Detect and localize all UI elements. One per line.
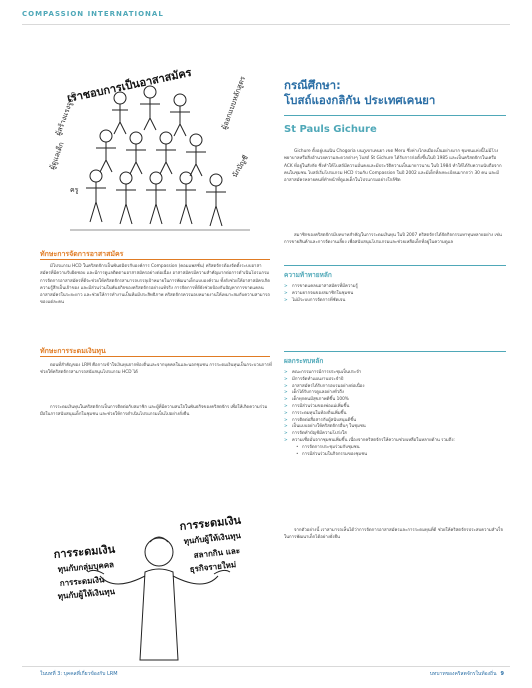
arrow-icon: > [284,431,288,437]
label-curriculum: ผู้ออกแบบหลักสูตร [220,75,247,131]
section-heading-fundraising: ทักษะการระดมเงินทุน [40,347,106,355]
impacts-sublist [284,445,506,459]
bullet-icon: • [296,451,299,457]
impacts-box [284,351,506,458]
bubble-left-line3: การระดมเงิน [59,575,105,588]
bubble-right-line3: สลากกิน และ [193,546,241,560]
arrow-icon: > [284,437,288,443]
section-rule [40,259,270,260]
pyramid-people [70,86,250,230]
footer-section-label: บทบาทของคริสตจักรในท้องถิ่น [429,671,497,677]
arrow-icon: > [284,424,288,430]
impacts-title: ผลกระทบหลัก [284,357,324,365]
bubble-left-line4: ทุนกับผู้ให้เงินทุน [57,587,116,601]
case-study-conclusion: จากตัวอย่างนี้ เราสามารถเห็นได้ว่าการจัดการอาสาสมัครและการระดมทุนที่ดี ช่วยให้คริสตจักรประสบความสำเร็จในการพัฒนาเด็กได้อย่างยั่งยืน [284,528,504,541]
impacts-list [284,370,506,445]
section-rule [40,356,270,357]
arrow-icon: > [284,290,288,296]
arrow-icon: > [284,390,288,396]
arrow-icon: > [284,370,288,375]
case-study-title [284,78,514,108]
list-item: > เด็กได้รับการดูแลอย่างทั่วถึง [284,390,344,396]
case-study-rule [284,115,506,116]
list-item: > ความเชื่อมั่นจากชุมชนเพิ่มขึ้น เนื่องจากคริสตจักรให้ความช่วยเหลือในหลายด้าน รวมถึง: [284,437,455,443]
arrow-icon: > [284,403,288,409]
section-heading-volunteer-management: ทักษะการจัดการอาสาสมัคร [40,250,124,258]
list-item: > ไม่มีระบบการจัดการที่ชัดเจน [284,297,346,303]
footer-rule [22,666,510,667]
illustration-title: เราชอบการเป็นอาสาสมัคร [65,65,193,105]
arrow-icon: > [284,284,288,289]
footer-chapter: ในบทที่ 3: บุคคลที่เกี่ยวข้องกับ LRM [40,671,118,677]
arrow-icon: > [284,383,288,389]
list-item: > เด็กทุกคนมีสุขภาพดีขึ้น 100% [284,397,349,403]
bubble-left-line2: ทุนกับกลุ่มบุคคล [57,560,115,574]
header-brand: COMPASSION INTERNATIONAL [22,10,164,18]
list-item: > การมีส่วนร่วมของพ่อแม่เพิ่มขึ้น [284,403,350,409]
fundraising-cartoon [44,512,274,662]
list-item: > การติดต่อสื่อสารกับผู้สนับสนุนดีขึ้น [284,417,357,423]
footer-section [430,670,504,678]
sub-list-item: • การจัดการประชุมร่วมกับชุมชน [296,444,360,450]
challenges-list [284,284,506,304]
paragraph-fundraising-2: การระดมเงินทุนในคริสตจักรเป็นการติดต่อกับสมาชิก และผู้ที่มีความสนใจในพันธกิจของคริสตจักร เพื่อให้เกิดความร่วมมือในการสนับสนุนเด็กในชุมชน และช่วยให้การดำเนินโปรแกรมเป็นไปอย่างยั่งยืน [40,405,268,418]
label-motivator: ผู้สร้างแรงจูงใจ [54,90,78,137]
label-caretaker: ผู้ดูแลเด็ก [48,141,66,171]
list-item: > เป็นแบบอย่างให้คริสตจักรอื่นๆ ในชุมชน [284,424,366,430]
bubble-right-line4: ธุรกิจรายใหม่ [189,560,237,574]
case-study-title-line2: โบสถ์แองกลิกัน ประเทศเคนยา [284,93,436,107]
arrow-icon: > [284,397,288,403]
list-item: > การขาดแคลนอาสาสมัครที่มีความรู้ [284,284,358,289]
paragraph-volunteer-management: มีโปรแกรม HCD ในคริสตจักรเป็นพันธมิตรกับองค์การ Compassion (คอมแพสชั่น) คริสตจักรต้องจัดตั้งระบบอาสาสมัครที่มีความรับผิดชอบ และมีการดูแลติดตามอาสาสมัครอย่างต่อเนื่อง อาสาสมัครมีความสำคัญมากต่อการดำเนินโปรแกรม การจัดการอาสาสมัครที่ดีจะช่วยให้คริสตจักรสามารถบรรลุเป้าหมายในการพัฒนาเด็กแบบองค์รวม ทั้งยังช่วยให้อาสาสมัครเกิดความรู้สึกเป็นเจ้าของ และมีส่วนร่วมในพันธกิจของคริสตจักรอย่างแท้จริง การจัดการที่ดียังช่วยป้องกันปัญหาการขาดแคลนอาสาสมัครในระยะยาว และช่วยให้การทำงานเป็นทีมมีประสิทธิภาพ คริสตจักรควรมอบหมายงานให้เหมาะสมกับความสามารถของแต่ละคน [40,264,271,306]
case-study-paragraph-1: Gichure ตั้งอยู่บนเนิน Chogoria บนภูเขาเคนยา เขต Meru ซึ่งห่างไกลเมืองเป็นอย่างมาก ชุมชนแห่งนี้ไม่มีโรงพยาบาลหรือสิ่งอำนวยความสะดวกต่างๆ โบสถ์ St Gichure ได้รับการก่อตั้งขึ้นในปี 1985 และเป็นคริสตจักรในเครือ ACK ที่อยู่ในสังกัด ซึ่งทำให้โบสถ์มีความมั่นคงและมีประวัติความเป็นมายาวนาน ในปี 1984 ทำให้ได้รับความนับถือจากคนในชุมชน โบสถ์เริ่มโปรแกรม HCD ร่วมกับ Compassion ในปี 2002 และมีเด็กที่ลงทะเบียนมากกว่า 30 คน และมีอาสาสมัครหลายคนที่ทำหน้าที่ดูแลเด็กในโปรแกรมอย่างใกล้ชิด [284,149,502,184]
arrow-icon: > [284,297,288,303]
label-accountant: นักบัญชี [230,154,250,179]
header-rule [22,24,510,25]
paragraph-fundraising-1: ตอนที่สำคัญของ LRM คือการเข้าใจเงินทุนจากท้องถิ่นและจากบุคคลในและนอกชุมชน การระดมเงินทุนเป็นกระบวนการที่ช่วยให้คริสตจักรสามารถสนับสนุนโปรแกรม HCD ได้ [40,363,272,376]
list-item: > อาสาสมัครได้รับการอบรมอย่างต่อเนื่อง [284,383,365,389]
volunteers-illustration [40,60,280,235]
label-teacher: ครู [70,186,79,194]
list-item: > มีการจัดทำแผนงานประจำปี [284,376,344,382]
list-item: > การจัดทำบัญชีมีความโปร่งใส [284,431,347,437]
case-study-title-line1: กรณีศึกษา: [284,78,341,92]
list-item: > ความยากจนของสมาชิกในชุมชน [284,290,354,296]
challenges-box [284,265,506,304]
list-item: > การระดมทุนในท้องถิ่นเพิ่มขึ้น [284,410,347,416]
arrow-icon: > [284,410,288,416]
list-item: > คณะกรรมการมีการประชุมเป็นประจำ [284,370,362,375]
arrow-icon: > [284,417,288,423]
school-name: St Pauls Gichure [284,124,377,135]
arrow-icon: > [284,376,288,382]
challenges-title: ความท้าทายหลัก [284,271,332,279]
page-number: 9 [500,671,504,677]
bubble-right-line1: การระดมเงิน [178,513,242,533]
case-study-paragraph-2: สมาชิกของคริสตจักรมีบทบาทสำคัญในการระดมเงินทุน ในปี 2007 คริสตจักรได้จัดกิจกรรมหาทุนหลายอย่าง เช่น การขายสินค้าและการจัดงานเลี้ยง เพื่อสนับสนุนโปรแกรมและช่วยเหลือเด็กที่อยู่ในความดูแล [284,233,502,246]
bubble-left-line1: การระดมเงิน [53,542,116,561]
sub-list-item: • การมีส่วนร่วมในกิจกรรมของชุมชน [296,451,368,457]
bubble-right-line2: ทุนกับผู้ให้เงินทุน [183,531,242,546]
bullet-icon: • [296,444,299,450]
